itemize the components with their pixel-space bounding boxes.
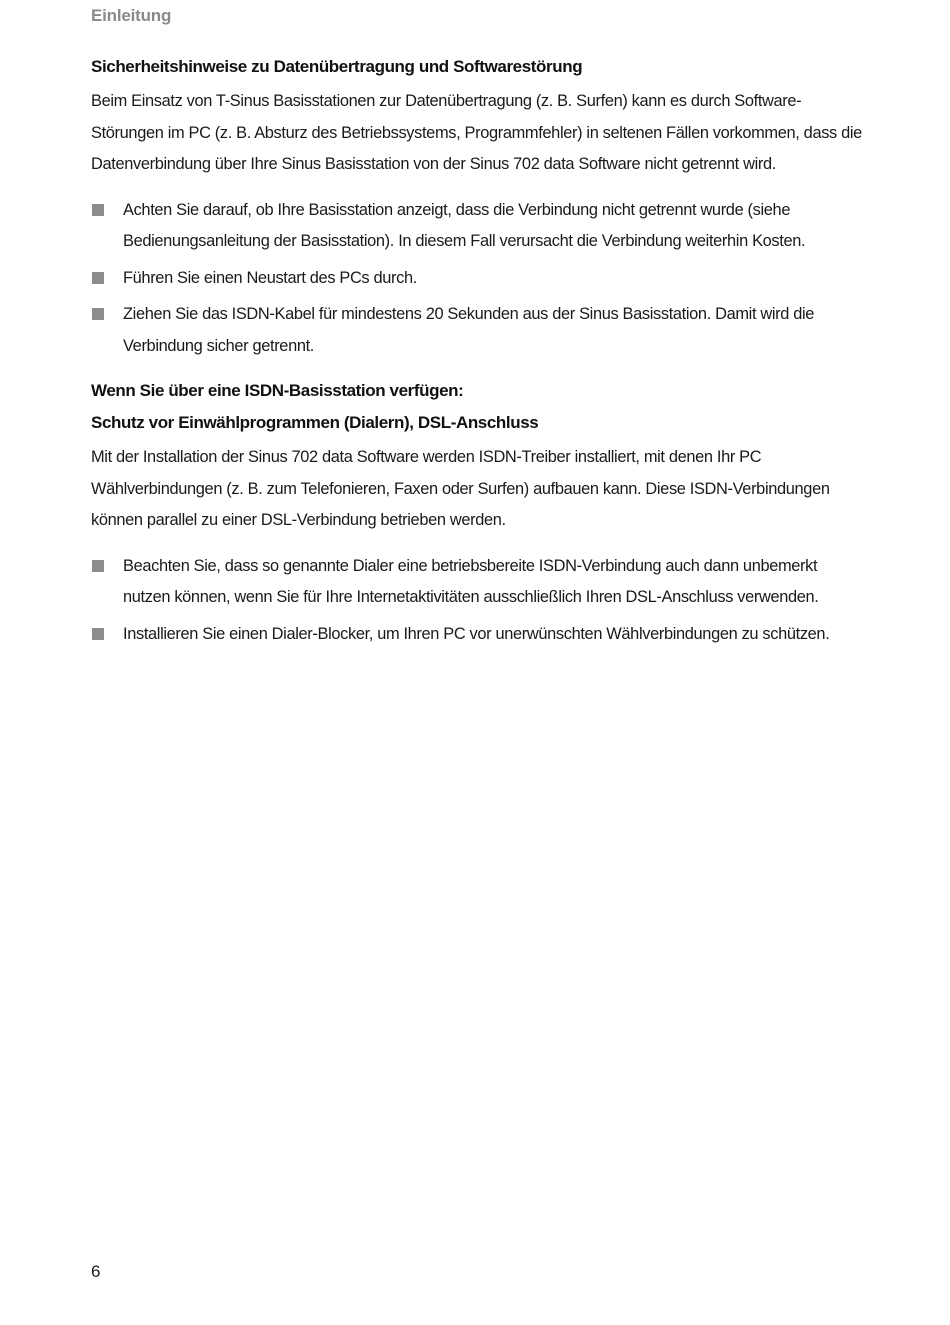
bullet-list-security	[91, 195, 866, 363]
list-item-text: Ziehen Sie das ISDN-Kabel für mindestens 20 Sekunden aus der Sinus Basisstation. Damit wird die Verbindung sicher getrennt.	[123, 305, 815, 355]
bullet-square-icon	[92, 628, 104, 640]
bullet-list-dialer	[91, 551, 866, 651]
bullet-square-icon	[92, 560, 104, 572]
bullet-square-icon	[92, 204, 104, 216]
list-item-text: Beachten Sie, dass so genannte Dialer eine betriebsbereite ISDN-Verbindung auch dann unbemerkt nutzen können, wenn Sie für Ihre Internetaktivitäten ausschließlich Ihren DSL-Anschluss verwenden.	[123, 556, 819, 606]
list-item-text: Installieren Sie einen Dialer-Blocker, um Ihren PC vor unerwünschten Wählverbindungen zu schützen.	[123, 624, 830, 643]
list-item	[91, 619, 866, 651]
section-heading-security: Sicherheitshinweise zu Datenübertragung und Softwarestörung	[91, 57, 583, 76]
list-item	[91, 551, 866, 614]
section-paragraph-dialer: Mit der Installation der Sinus 702 data Software werden ISDN-Treiber installiert, mit denen Ihr PC Wählverbindungen (z. B. zum Telefonieren, Faxen oder Surfen) aufbauen kann. Diese ISDN-Verbindungen können parallel zu einer DSL-Verbindung betrieben werden.	[91, 448, 830, 529]
list-item	[91, 299, 866, 362]
running-header: Einleitung	[91, 6, 172, 25]
list-item	[91, 195, 866, 258]
list-item-text: Achten Sie darauf, ob Ihre Basisstation anzeigt, dass die Verbindung nicht getrennt wurde (siehe Bedienungsanleitung der Basisstation). In diesem Fall verursacht die Verbindung weiterhin Kosten.	[123, 200, 806, 250]
bullet-square-icon	[92, 272, 104, 284]
section-heading-isdn: Wenn Sie über eine ISDN-Basisstation verfügen:	[91, 381, 464, 400]
list-item-text: Führen Sie einen Neustart des PCs durch.	[123, 268, 417, 287]
section-paragraph-security: Beim Einsatz von T-Sinus Basisstationen zur Datenübertragung (z. B. Surfen) kann es durch Software-Störungen im PC (z. B. Absturz des Betriebssystems, Programmfehler) in seltenen Fällen vorkommen, dass die Datenverbindung über Ihre Sinus Basisstation von der Sinus 702 data Software nicht getrennt wird.	[91, 92, 862, 173]
bullet-square-icon	[92, 308, 104, 320]
section-heading-dialer: Schutz vor Einwählprogrammen (Dialern), DSL-Anschluss	[91, 413, 539, 432]
page-number: 6	[91, 1262, 101, 1281]
list-item	[91, 263, 866, 295]
page-content	[91, 56, 866, 655]
